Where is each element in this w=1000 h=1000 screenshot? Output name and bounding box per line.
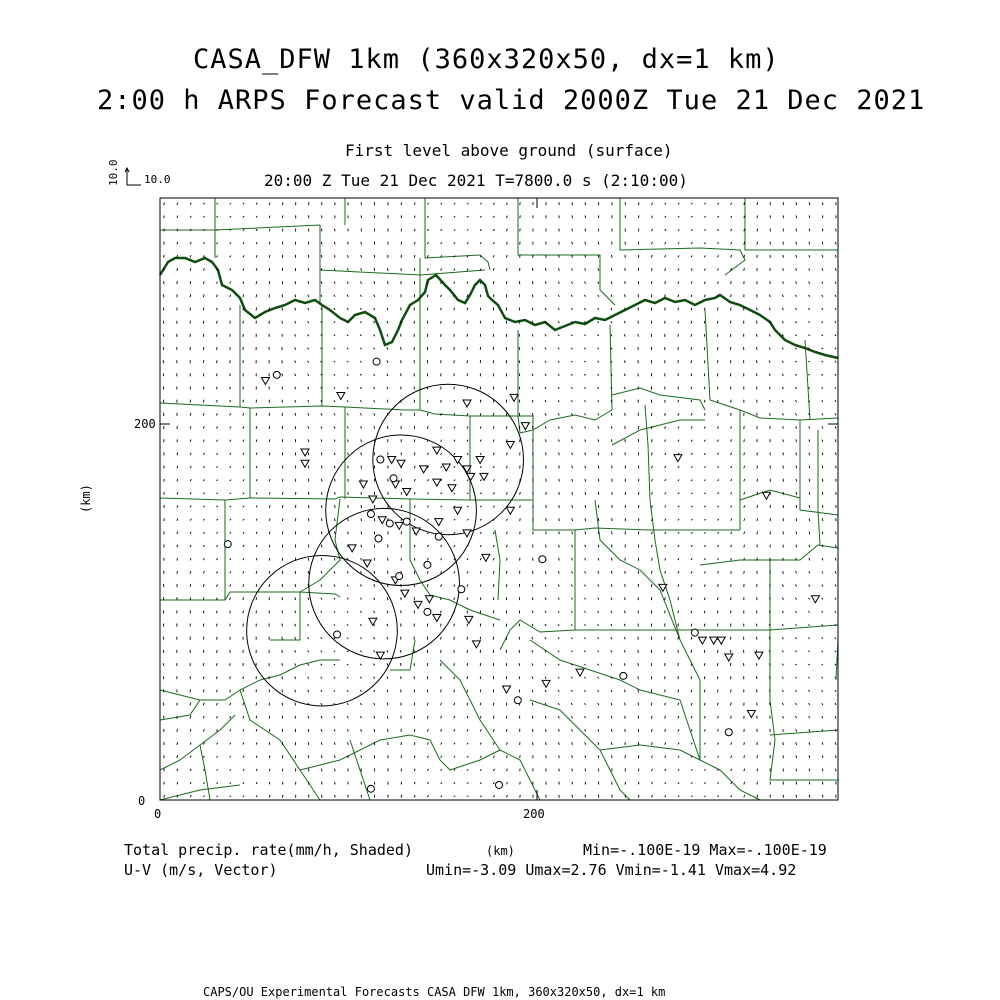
station-circle-marker <box>458 586 465 593</box>
station-circle-marker <box>396 573 403 580</box>
station-triangle-marker <box>811 596 819 603</box>
station-triangle-marker <box>506 441 514 448</box>
station-triangle-marker <box>412 528 420 535</box>
uv-vector-label: U-V (m/s, Vector) <box>124 861 278 879</box>
station-triangle-marker <box>710 637 718 644</box>
station-triangle-marker <box>420 466 428 473</box>
station-triangle-marker <box>369 618 377 625</box>
station-circle-marker <box>620 672 627 679</box>
station-triangle-marker <box>476 456 484 463</box>
station-triangle-marker <box>725 654 733 661</box>
station-circle-marker <box>224 541 231 548</box>
station-triangle-marker <box>448 485 456 492</box>
station-triangle-marker <box>301 460 309 467</box>
station-circle-marker <box>539 556 546 563</box>
title-line-2: 2:00 h ARPS Forecast valid 2000Z Tue 21 Dec 2021 <box>97 85 926 116</box>
uv-minmax: Umin=-3.09 Umax=2.76 Vmin=-1.41 Vmax=4.92 <box>426 861 797 879</box>
station-triangle-marker <box>378 517 386 524</box>
station-triangle-marker <box>395 522 403 529</box>
station-triangle-marker <box>755 652 763 659</box>
precip-rate-label: Total precip. rate(mm/h, Shaded) <box>124 841 413 859</box>
station-triangle-marker <box>521 423 529 430</box>
station-triangle-marker <box>674 455 682 462</box>
x-tick-label-0: 0 <box>154 807 162 821</box>
station-circle-marker <box>496 781 503 788</box>
county-boundaries <box>160 198 838 800</box>
station-triangle-marker <box>369 496 377 503</box>
precip-minmax: Min=-.100E-19 Max=-.100E-19 <box>583 841 827 859</box>
x-axis-unit: (km) <box>486 844 515 858</box>
station-circle-marker <box>403 518 410 525</box>
station-triangle-marker <box>388 456 396 463</box>
station-triangle-marker <box>503 686 511 693</box>
station-triangle-marker <box>414 601 422 608</box>
title-line-1: CASA_DFW 1km (360x320x50, dx=1 km) <box>193 44 780 75</box>
station-triangle-marker <box>762 492 770 499</box>
station-circle-marker <box>390 475 397 482</box>
station-circle-marker <box>691 629 698 636</box>
credit-line: CAPS/OU Experimental Forecasts CASA DFW 1km, 360x320x50, dx=1 km <box>203 985 666 999</box>
station-triangle-marker <box>435 519 443 526</box>
station-triangle-marker <box>542 680 550 687</box>
station-triangle-marker <box>467 473 475 480</box>
station-circle-marker <box>375 535 382 542</box>
station-triangle-marker <box>442 464 450 471</box>
station-circle-marker <box>424 561 431 568</box>
station-circle-marker <box>725 729 732 736</box>
station-triangle-marker <box>359 481 367 488</box>
station-triangle-marker <box>261 377 269 384</box>
station-triangle-marker <box>482 554 490 561</box>
vector-ref-vertical-label: 10.0 <box>107 159 120 186</box>
station-circle-marker <box>373 358 380 365</box>
station-triangle-marker <box>397 460 405 467</box>
station-circle-marker <box>334 631 341 638</box>
station-circle-marker <box>367 785 374 792</box>
vector-reference-arrow <box>125 168 141 185</box>
station-triangle-marker <box>363 560 371 567</box>
observation-stations <box>224 358 819 792</box>
station-triangle-marker <box>348 545 356 552</box>
station-triangle-marker <box>425 596 433 603</box>
station-circle-marker <box>514 697 521 704</box>
station-triangle-marker <box>698 637 706 644</box>
station-triangle-marker <box>717 637 725 644</box>
station-triangle-marker <box>301 449 309 456</box>
station-triangle-marker <box>472 641 480 648</box>
station-triangle-marker <box>465 616 473 623</box>
station-triangle-marker <box>510 394 518 401</box>
time-label: 20:00 Z Tue 21 Dec 2021 T=7800.0 s (2:10:00) <box>264 171 688 190</box>
state-border-red-river <box>160 258 838 358</box>
station-circle-marker <box>377 456 384 463</box>
station-triangle-marker <box>376 652 384 659</box>
radar-range-rings <box>247 384 524 706</box>
station-triangle-marker <box>401 590 409 597</box>
y-tick-label-200: 200 <box>134 417 156 431</box>
station-triangle-marker <box>576 669 584 676</box>
y-axis-unit: (km) <box>79 484 93 513</box>
station-circle-marker <box>273 371 280 378</box>
radar-range-ring <box>373 384 524 535</box>
station-triangle-marker <box>433 447 441 454</box>
station-triangle-marker <box>454 507 462 514</box>
station-triangle-marker <box>433 479 441 486</box>
station-triangle-marker <box>403 488 411 495</box>
station-circle-marker <box>435 533 442 540</box>
station-triangle-marker <box>454 456 462 463</box>
station-triangle-marker <box>747 710 755 717</box>
station-triangle-marker <box>463 400 471 407</box>
station-circle-marker <box>367 511 374 518</box>
station-triangle-marker <box>433 615 441 622</box>
vector-ref-horizontal-label: 10.0 <box>144 173 171 186</box>
map-frame <box>160 198 838 800</box>
station-circle-marker <box>386 520 393 527</box>
station-triangle-marker <box>506 507 514 514</box>
x-tick-label-200: 200 <box>523 807 545 821</box>
y-tick-label-0: 0 <box>138 794 146 808</box>
level-label: First level above ground (surface) <box>345 141 673 160</box>
station-triangle-marker <box>337 393 345 400</box>
station-circle-marker <box>424 608 431 615</box>
